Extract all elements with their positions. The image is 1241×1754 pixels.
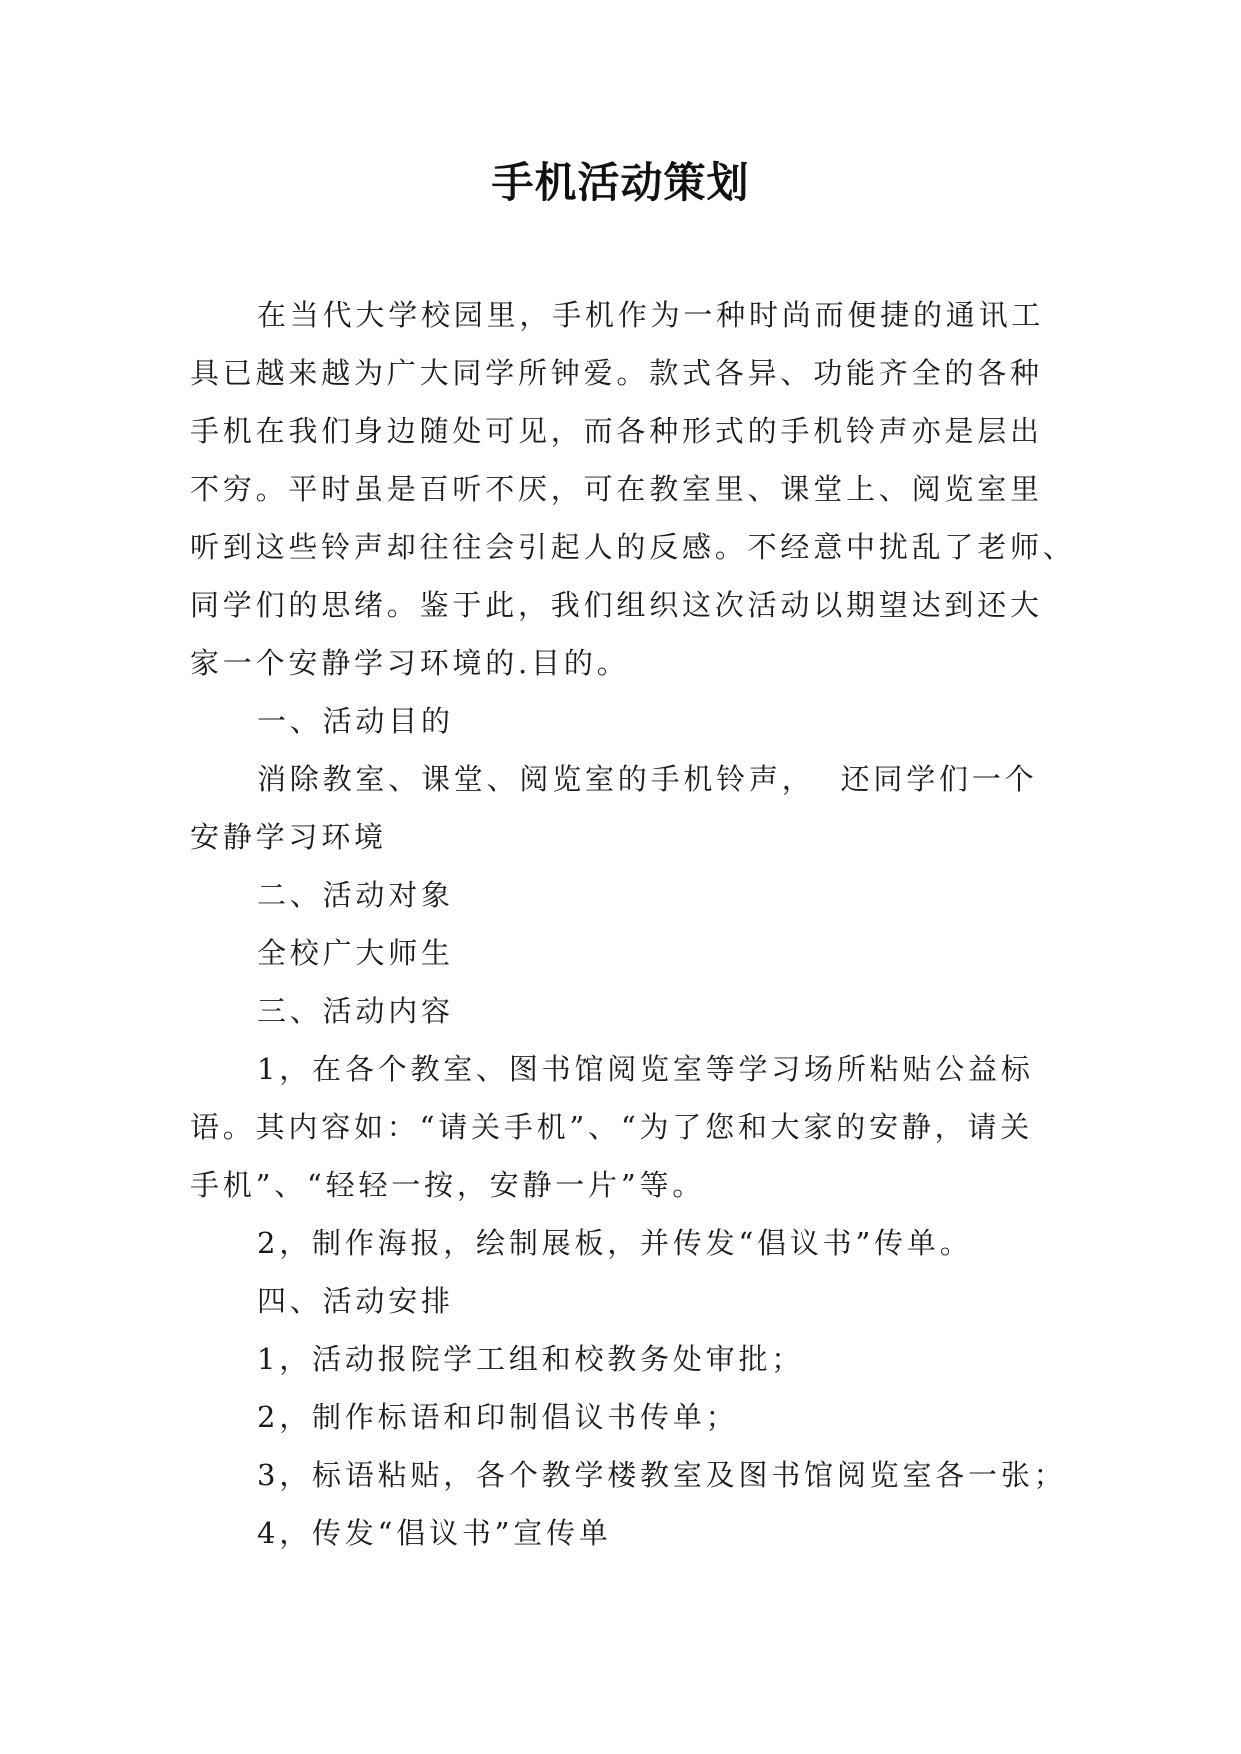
list-item: 3，标语粘贴，各个教学楼教室及图书馆阅览室各一张； (257, 1458, 1067, 1492)
body-line: 安静学习环境 (190, 820, 387, 854)
body-line: 家一个安静学习环境的.目的。 (190, 646, 630, 680)
body-line: 具已越来越为广大同学所钟爱。款式各异、功能齐全的各种 (190, 356, 1043, 390)
section-heading-content: 三、活动内容 (257, 994, 454, 1028)
body-line: 消除教室、课堂、阅览室的手机铃声， 还同学们一个 (257, 762, 1038, 796)
list-item: 1，在各个教室、图书馆阅览室等学习场所粘贴公益标 (257, 1052, 1034, 1086)
list-item: 2，制作海报，绘制展板，并传发“倡议书”传单。 (257, 1226, 973, 1260)
document-body (190, 286, 1076, 1562)
list-item: 1，活动报院学工组和校教务处审批； (257, 1342, 805, 1376)
section-heading-audience: 二、活动对象 (257, 878, 454, 912)
section-heading-schedule: 四、活动安排 (257, 1284, 454, 1318)
body-line: 全校广大师生 (257, 936, 454, 970)
list-item: 4，传发“倡议书”宣传单 (257, 1516, 612, 1550)
body-line: 在当代大学校园里，手机作为一种时尚而便捷的通讯工 (257, 298, 1045, 332)
document-title: 手机活动策划 (491, 158, 750, 207)
body-line: 手机在我们身边随处可见，而各种形式的手机铃声亦是层出 (190, 414, 1043, 448)
body-line: 不穷。平时虽是百听不厌，可在教室里、课堂上、阅览室里 (190, 472, 1043, 506)
body-line: 语。其内容如：“请关手机”、“为了您和大家的安静，请关 (190, 1110, 1034, 1144)
body-line: 同学们的思绪。鉴于此，我们组织这次活动以期望达到还大 (190, 588, 1043, 622)
list-item: 2，制作标语和印制倡议书传单； (257, 1400, 739, 1434)
body-line: 手机”、“轻轻一按，安静一片”等。 (190, 1168, 706, 1202)
body-line: 听到这些铃声却往往会引起人的反感。不经意中扰乱了老师、 (190, 530, 1076, 564)
section-heading-purpose: 一、活动目的 (257, 704, 454, 738)
